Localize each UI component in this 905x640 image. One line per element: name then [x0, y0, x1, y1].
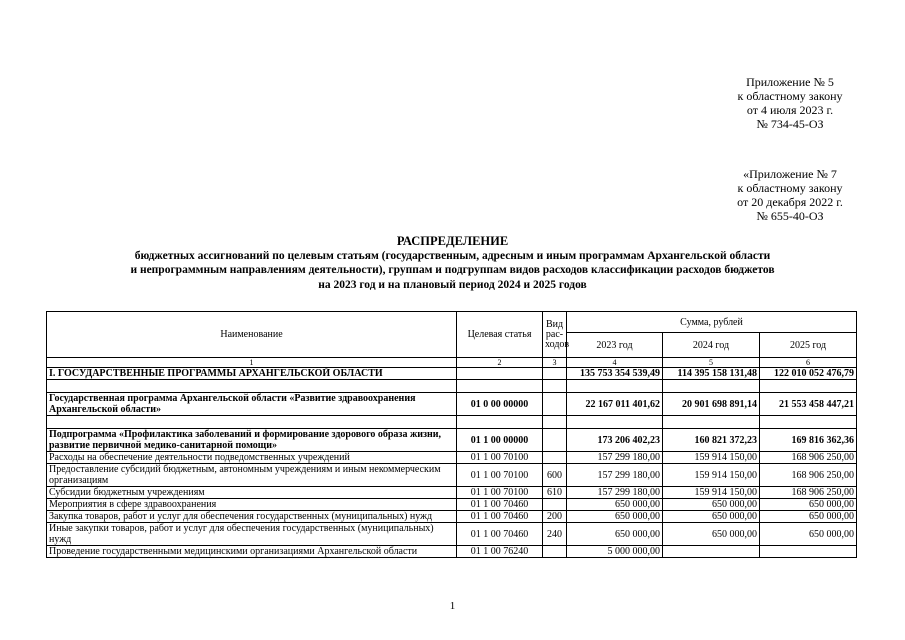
row-sum-2024: 650 000,00 [663, 499, 760, 511]
row-sum-2025: 21 553 458 447,21 [760, 393, 857, 416]
table-row [47, 464, 857, 487]
table-body [47, 368, 857, 558]
column-number: 4 [567, 358, 663, 368]
document-title [40, 234, 865, 292]
table-row [47, 546, 857, 558]
table-row [47, 487, 857, 499]
empty-cell [47, 380, 457, 393]
column-number: 1 [47, 358, 457, 368]
row-sum-2024: 159 914 150,00 [663, 464, 760, 487]
row-sum-2025 [760, 546, 857, 558]
table-row [47, 499, 857, 511]
header-year-2025: 2025 год [760, 333, 857, 358]
row-name: Субсидии бюджетным учреждениям [47, 487, 457, 499]
row-sum-2025: 168 906 250,00 [760, 487, 857, 499]
column-number: 2 [457, 358, 543, 368]
empty-cell [760, 380, 857, 393]
row-sum-2023: 5 000 000,00 [567, 546, 663, 558]
annex-line: от 4 июля 2023 г. [746, 103, 834, 117]
budget-table [46, 311, 857, 558]
row-expense-kind: 610 [543, 487, 567, 499]
row-sum-2024: 20 901 698 891,14 [663, 393, 760, 416]
row-sum-2025: 650 000,00 [760, 511, 857, 523]
table-row [47, 429, 857, 452]
table-row [47, 511, 857, 523]
annex-line: Приложение № 5 [746, 75, 834, 89]
row-sum-2023: 650 000,00 [567, 499, 663, 511]
row-expense-kind [543, 393, 567, 416]
row-name: Закупка товаров, работ и услуг для обеспечения государственных (муниципальных) нужд [47, 511, 457, 523]
title-line: на 2023 год и на плановый период 2024 и 2025 годов [318, 278, 587, 291]
row-sum-2023: 173 206 402,23 [567, 429, 663, 452]
row-expense-kind: 600 [543, 464, 567, 487]
row-name: I. ГОСУДАРСТВЕННЫЕ ПРОГРАММЫ АРХАНГЕЛЬСКОЙ ОБЛАСТИ [47, 368, 457, 380]
row-target-article: 01 1 00 00000 [457, 429, 543, 452]
row-sum-2023: 135 753 354 539,49 [567, 368, 663, 380]
row-expense-kind [543, 368, 567, 380]
header-name: Наименование [47, 312, 457, 358]
empty-cell [663, 416, 760, 429]
header-year-2023: 2023 год [567, 333, 663, 358]
table-row [47, 452, 857, 464]
row-target-article: 01 1 00 70460 [457, 523, 543, 546]
column-number: 5 [663, 358, 760, 368]
row-target-article: 01 1 00 70100 [457, 464, 543, 487]
row-target-article: 01 1 00 70100 [457, 452, 543, 464]
empty-cell [457, 416, 543, 429]
row-sum-2025: 169 816 362,36 [760, 429, 857, 452]
row-expense-kind: 240 [543, 523, 567, 546]
annex-line: № 734-45-ОЗ [756, 117, 824, 131]
spacer-row [47, 416, 857, 429]
row-expense-kind [543, 546, 567, 558]
row-sum-2023: 157 299 180,00 [567, 464, 663, 487]
row-sum-2025: 122 010 052 476,79 [760, 368, 857, 380]
empty-cell [47, 416, 457, 429]
empty-cell [760, 416, 857, 429]
annex-line: «Приложение № 7 [743, 167, 837, 181]
empty-cell [567, 380, 663, 393]
row-name: Мероприятия в сфере здравоохранения [47, 499, 457, 511]
row-target-article: 01 1 00 70460 [457, 499, 543, 511]
row-target-article: 01 1 00 70460 [457, 511, 543, 523]
row-expense-kind: 200 [543, 511, 567, 523]
title-main: РАСПРЕДЕЛЕНИЕ [396, 234, 509, 248]
row-target-article: 01 0 00 00000 [457, 393, 543, 416]
annex-line: от 20 декабря 2022 г. [737, 195, 843, 209]
table-row [47, 393, 857, 416]
spacer-row [47, 380, 857, 393]
row-name: Расходы на обеспечение деятельности подведомственных учреждений [47, 452, 457, 464]
row-sum-2024: 159 914 150,00 [663, 452, 760, 464]
row-name: Предоставление субсидий бюджетным, автономным учреждениям и иным некоммерческим организациям [47, 464, 457, 487]
row-sum-2023: 157 299 180,00 [567, 487, 663, 499]
row-sum-2024 [663, 546, 760, 558]
empty-cell [543, 380, 567, 393]
row-name: Иные закупки товаров, работ и услуг для обеспечения государственных (муниципальных) нужд [47, 523, 457, 546]
row-sum-2023: 157 299 180,00 [567, 452, 663, 464]
row-expense-kind [543, 429, 567, 452]
table-row [47, 523, 857, 546]
header-sum: Сумма, рублей [567, 312, 857, 333]
header-year-2024: 2024 год [663, 333, 760, 358]
row-sum-2025: 168 906 250,00 [760, 464, 857, 487]
annex-previous-law [690, 167, 890, 223]
table-row [47, 368, 857, 380]
row-sum-2024: 114 395 158 131,48 [663, 368, 760, 380]
row-name: Подпрограмма «Профилактика заболеваний и формирование здорового образа жизни, развитие первичной медико-санитарной помощи» [47, 429, 457, 452]
title-line: и непрограммным направлениям деятельности), группам и подгруппам видов расходов классификации расходов бюджетов [130, 264, 775, 276]
row-sum-2023: 650 000,00 [567, 523, 663, 546]
empty-cell [457, 380, 543, 393]
empty-cell [663, 380, 760, 393]
header-target-article: Целевая статья [457, 312, 543, 358]
annex-line: к областному закону [737, 181, 843, 195]
row-sum-2023: 650 000,00 [567, 511, 663, 523]
row-sum-2024: 650 000,00 [663, 511, 760, 523]
row-sum-2024: 160 821 372,23 [663, 429, 760, 452]
row-sum-2023: 22 167 011 401,62 [567, 393, 663, 416]
annex-current-law [690, 75, 890, 131]
row-expense-kind [543, 499, 567, 511]
row-target-article: 01 1 00 76240 [457, 546, 543, 558]
row-target-article: 01 1 00 70100 [457, 487, 543, 499]
title-line: бюджетных ассигнований по целевым статьям (государственным, адресным и иным программам Архангельской области [134, 249, 771, 262]
column-number: 3 [543, 358, 567, 368]
row-name: Проведение государственными медицинскими организациями Архангельской области [47, 546, 457, 558]
row-name: Государственная программа Архангельской области «Развитие здравоохранения Архангельской области» [47, 393, 457, 416]
row-sum-2025: 650 000,00 [760, 499, 857, 511]
column-number: 6 [760, 358, 857, 368]
empty-cell [543, 416, 567, 429]
header-expense-kind: Вид рас-ходов [543, 312, 567, 358]
annex-line: № 655-40-ОЗ [756, 209, 824, 223]
row-sum-2024: 650 000,00 [663, 523, 760, 546]
empty-cell [567, 416, 663, 429]
row-expense-kind [543, 452, 567, 464]
row-sum-2025: 650 000,00 [760, 523, 857, 546]
row-target-article [457, 368, 543, 380]
annex-line: к областному закону [737, 89, 843, 103]
row-sum-2025: 168 906 250,00 [760, 452, 857, 464]
page-number: 1 [449, 600, 456, 612]
row-sum-2024: 159 914 150,00 [663, 487, 760, 499]
